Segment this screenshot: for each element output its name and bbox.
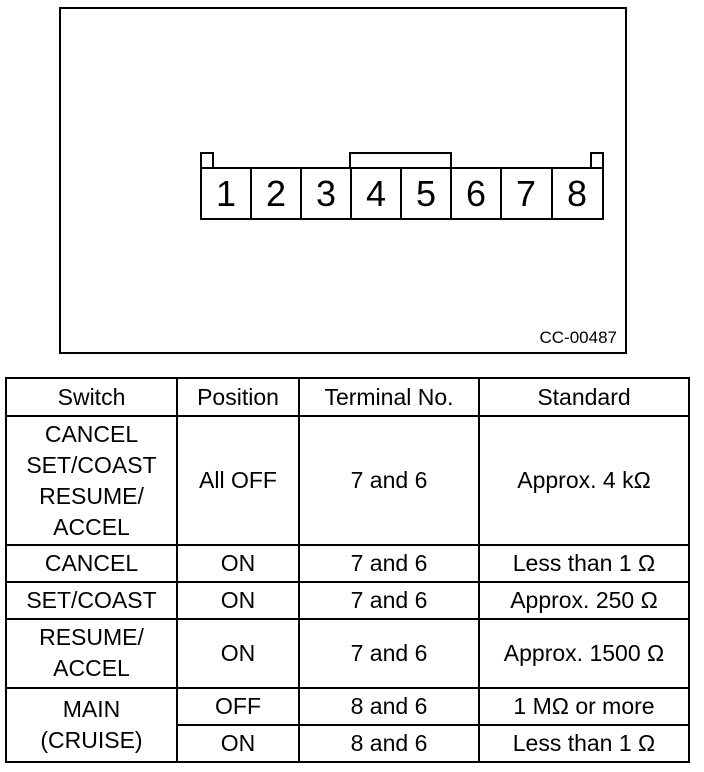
- header-switch: Switch: [6, 378, 177, 416]
- pin-label: 7: [515, 173, 537, 214]
- cell-position: ON: [177, 725, 299, 762]
- table-row: [6, 619, 689, 687]
- cell-switch: CANCEL SET/COAST RESUME/ ACCEL: [6, 416, 177, 545]
- cell-switch: CANCEL: [6, 545, 177, 582]
- cell-position: ON: [177, 582, 299, 619]
- connector-right-latch: [591, 153, 603, 168]
- header-standard: Standard: [479, 378, 689, 416]
- table-header-row: [6, 378, 689, 416]
- pin-label: 2: [265, 173, 287, 214]
- table-row: [6, 545, 689, 582]
- connector-figure: [59, 7, 627, 354]
- connector-center-key: [350, 153, 451, 168]
- cell-position: All OFF: [177, 416, 299, 545]
- cell-switch: SET/COAST: [6, 582, 177, 619]
- cell-position: OFF: [177, 688, 299, 725]
- cell-terminal: 7 and 6: [299, 416, 479, 545]
- cell-standard: Approx. 1500 Ω: [479, 619, 689, 687]
- table-row: [6, 416, 689, 545]
- cell-switch: RESUME/ ACCEL: [6, 619, 177, 687]
- cell-terminal: 7 and 6: [299, 545, 479, 582]
- cell-position: ON: [177, 545, 299, 582]
- cell-standard: 1 MΩ or more: [479, 688, 689, 725]
- cell-standard: Less than 1 Ω: [479, 545, 689, 582]
- cell-terminal: 7 and 6: [299, 619, 479, 687]
- header-terminal-no: Terminal No.: [299, 378, 479, 416]
- pin-label: 6: [465, 173, 487, 214]
- cell-terminal: 7 and 6: [299, 582, 479, 619]
- cell-position: ON: [177, 619, 299, 687]
- connector-left-latch: [201, 153, 213, 168]
- header-position: Position: [177, 378, 299, 416]
- pin-label: 5: [415, 173, 437, 214]
- figure-code: CC-00487: [539, 328, 617, 347]
- pin-label: 8: [566, 173, 588, 214]
- table-row: [6, 688, 689, 725]
- cell-standard: Approx. 4 kΩ: [479, 416, 689, 545]
- cell-standard: Approx. 250 Ω: [479, 582, 689, 619]
- pin-label: 4: [365, 173, 387, 214]
- switch-resistance-table: [5, 377, 690, 763]
- cell-terminal: 8 and 6: [299, 725, 479, 762]
- cell-standard: Less than 1 Ω: [479, 725, 689, 762]
- table-row: [6, 582, 689, 619]
- pin-label: 3: [315, 173, 337, 214]
- pin-label: 1: [215, 173, 237, 214]
- cell-terminal: 8 and 6: [299, 688, 479, 725]
- cell-switch: MAIN (CRUISE): [6, 688, 177, 762]
- connector-8-pin: [200, 152, 604, 220]
